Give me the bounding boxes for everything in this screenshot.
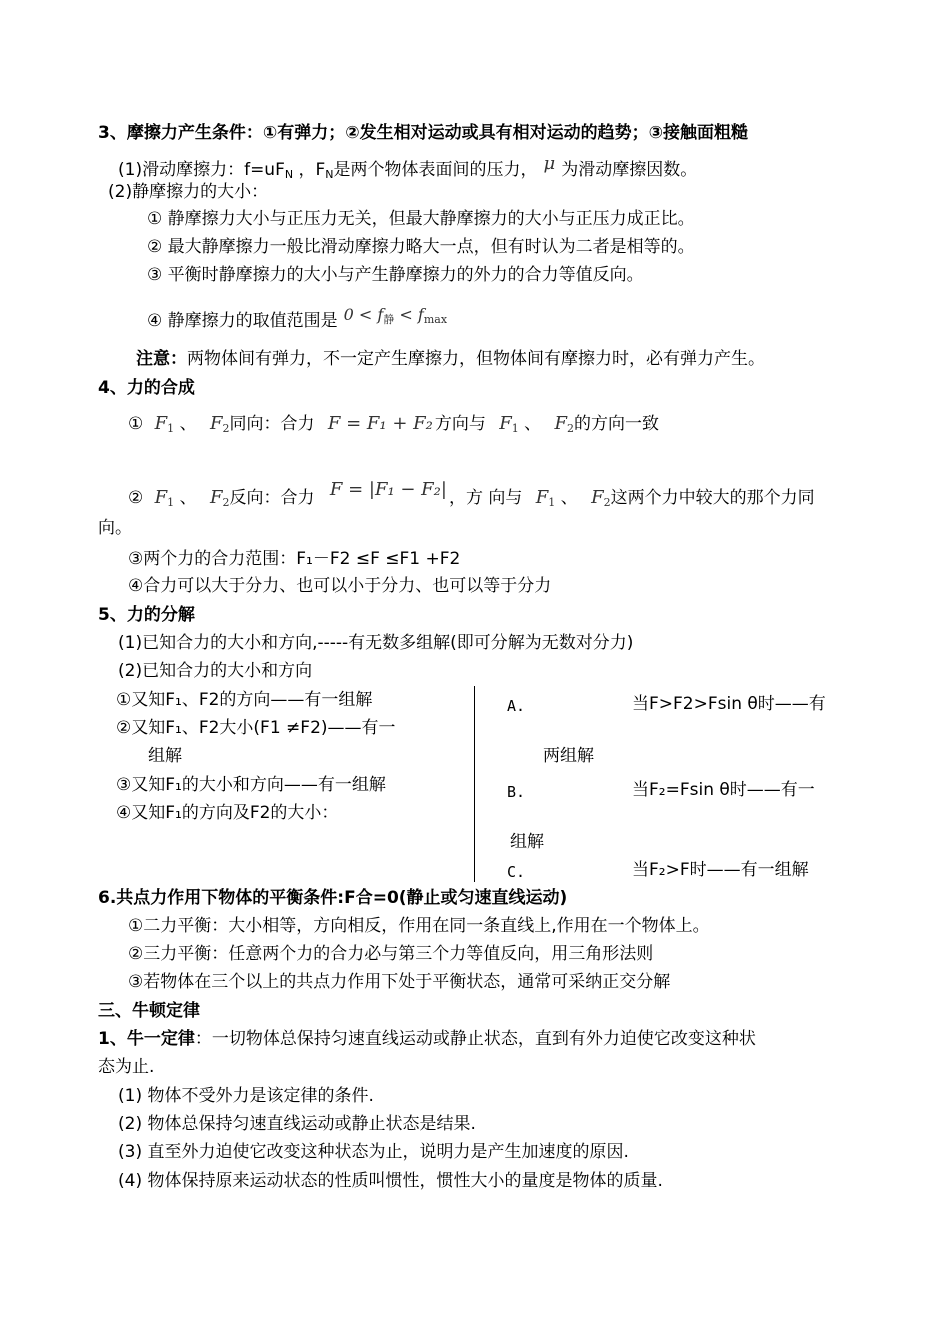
decomp-case-2: (2)已知合力的大小和方向 — [118, 661, 313, 681]
section-6-heading: 6.共点力作用下物体的平衡条件:F合=0(静止或匀速直线运动) — [98, 888, 568, 908]
section-4-heading: 4、力的合成 — [98, 378, 195, 398]
static-range-formula: $0 < f_静 < f_{max}$ — [343, 305, 448, 326]
decomp-left-2: ②又知F₁、F2大小(F1 ≠F2)——有一 — [116, 718, 396, 738]
note-line: 注意：两物体间有弹力，不一定产生摩擦力，但物体间有摩擦力时，必有弹力产生。 — [136, 349, 765, 369]
sliding-friction-line: (1)滑动摩擦力：$f=uF_N$ ，$F_N$是两个物体表面间的压力， μ 为滑动摩擦因数。 — [118, 153, 698, 181]
law-note-2: (2) 物体总保持匀速直线运动或静止状态是结果. — [118, 1114, 476, 1134]
difference-formula: F = |F₁ − F₂| — [329, 479, 447, 500]
static-friction-heading: (2)静摩擦力的大小： — [108, 182, 269, 202]
decomp-right-b: 当F₂=Fsin θ时——有一 — [632, 780, 815, 800]
decomp-right-c: 当F₂>F时——有一组解 — [632, 860, 809, 880]
section-3-heading: 3、摩擦力产生条件：①有弹力；②发生相对运动或具有相对运动的趋势；③接触面粗糙 — [98, 123, 749, 143]
synthesis-opposite-direction: ② $F_1$ 、 $F_2$反向：合力 F = |F₁ − F₂| ，方 向与 $F_1$ 、 $F_2$这两个力中较大的那个力同 — [128, 479, 815, 509]
decomp-case-1: (1)已知合力的大小和方向,-----有无数多组解(即可分解为无数对分力) — [118, 633, 634, 653]
synthesis-same-direction: ① $F_1$ 、 $F_2$同向：合力 F = F₁ + F₂ 方向与 $F_1$ 、 $F_2$的方向一致 — [128, 413, 660, 435]
decomp-right-a: 当F>F2>Fsin θ时——有 — [632, 694, 826, 714]
sum-formula: F = F₁ + F₂ — [327, 413, 433, 434]
static-item-2: ② 最大静摩擦力一般比滑动摩擦力略大一点，但有时认为二者是相等的。 — [147, 237, 695, 257]
decomp-left-3: ③又知F₁的大小和方向——有一组解 — [116, 775, 386, 795]
mu-symbol: μ — [543, 153, 556, 174]
static-item-1: ① 静摩擦力大小与正压力无关，但最大静摩擦力的大小与正压力成正比。 — [147, 209, 695, 229]
decomp-right-c-label: C. — [507, 863, 526, 881]
decomp-right-b-label: B. — [507, 783, 526, 801]
decomp-right-a-cont: 两组解 — [543, 746, 594, 766]
static-item-4: ④ 静摩擦力的取值范围是 $0 < f_静 < f_{max}$ — [147, 305, 448, 331]
newton-heading: 三、牛顿定律 — [98, 1001, 200, 1021]
first-law-line: 1、牛一定律：一切物体总保持匀速直线运动或静止状态，直到有外力迫使它改变这种状 — [98, 1029, 756, 1049]
law-note-3: (3) 直至外力迫使它改变这种状态为止，说明力是产生加速度的原因. — [118, 1142, 629, 1162]
column-divider — [474, 686, 475, 882]
decomp-left-2b: 组解 — [148, 746, 182, 766]
law-note-4: (4) 物体保持原来运动状态的性质叫惯性，惯性大小的量度是物体的质量. — [118, 1171, 663, 1191]
section-5-heading: 5、力的分解 — [98, 605, 195, 625]
equilibrium-1: ①二力平衡：大小相等，方向相反，作用在同一条直线上,作用在一个物体上。 — [128, 916, 710, 936]
law-note-1: (1) 物体不受外力是该定律的条件. — [118, 1086, 374, 1106]
decomp-left-4: ④又知F₁的方向及F2的大小： — [116, 803, 339, 823]
equilibrium-3: ③若物体在三个以上的共点力作用下处于平衡状态，通常可采纳正交分解 — [128, 972, 671, 992]
decomp-right-a-label: A. — [507, 697, 526, 715]
decomp-left-1: ①又知F₁、F2的方向——有一组解 — [116, 690, 373, 710]
synthesis-opposite-cont: 向。 — [98, 518, 132, 538]
static-item-3: ③ 平衡时静摩擦力的大小与产生静摩擦力的外力的合力等值反向。 — [147, 265, 644, 285]
decomp-right-b-cont: 组解 — [510, 832, 544, 852]
synthesis-range: ③两个力的合力范围：F₁－F2 ≤F ≤F1 +F2 — [128, 549, 461, 569]
synthesis-comparison: ④合力可以大于分力、也可以小于分力、也可以等于分力 — [128, 576, 552, 596]
equilibrium-2: ②三力平衡：任意两个力的合力必与第三个力等值反向，用三角形法则 — [128, 944, 654, 964]
first-law-cont: 态为止. — [98, 1057, 155, 1077]
